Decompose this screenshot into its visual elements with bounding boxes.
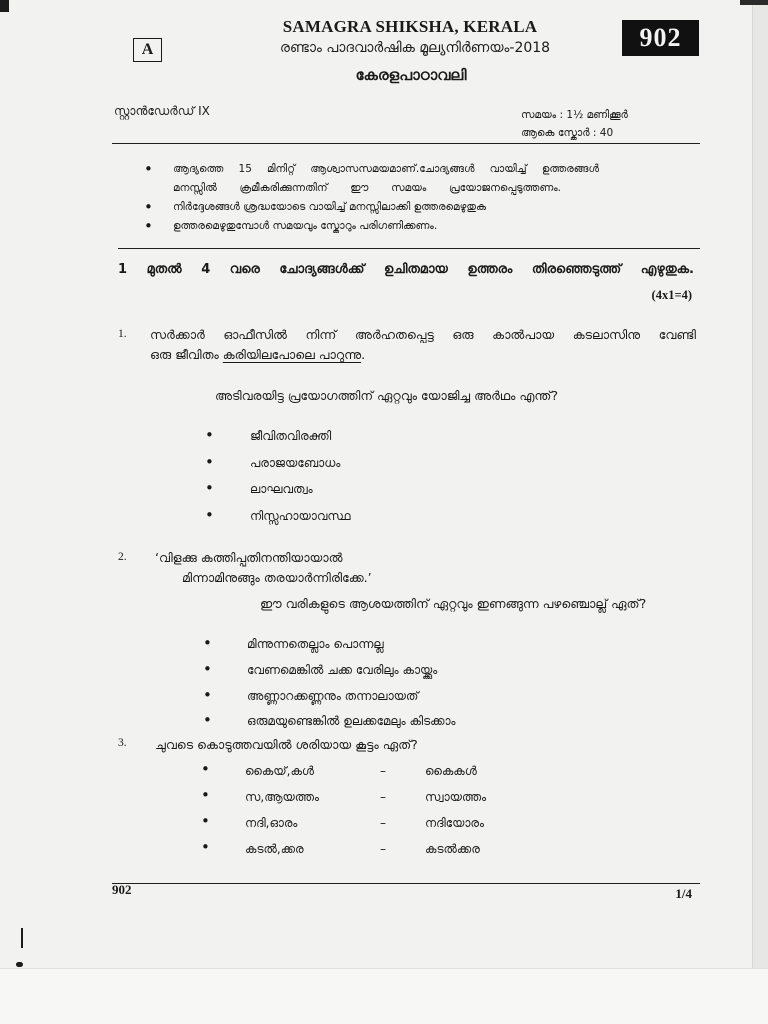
- bullet-icon: •: [144, 160, 153, 178]
- footer-paper-code: 902: [112, 882, 132, 897]
- scan-mark: [0, 0, 9, 12]
- bullet-icon: •: [205, 506, 214, 524]
- subject-title: കേരളപാഠാവലി: [355, 66, 467, 84]
- bullet-icon: •: [203, 686, 212, 704]
- scan-edge: [752, 0, 768, 1024]
- answer-option: വേണമെങ്കിൽ ചക്ക വേരിലും കായ്ക്കും: [247, 663, 438, 677]
- verse-line: ‘വിളക്കു കത്തിപ്പതിനന്തിയായാൽ: [155, 550, 343, 565]
- time-allowed: സമയം : 1½ മണിക്കൂർ: [521, 109, 628, 121]
- question-set-label: A: [133, 38, 162, 62]
- bullet-icon: •: [144, 198, 153, 216]
- footer-divider: [112, 883, 700, 884]
- page-number: 1/4: [675, 886, 692, 901]
- header-divider: [112, 143, 700, 144]
- scan-bottom-margin: [0, 968, 768, 1024]
- answer-option: നിസ്സഹായാവസ്ഥ: [250, 509, 351, 523]
- verse-line: മിന്നാമിനുങ്ങും തരയാർന്നിരിക്കേ.’: [182, 570, 372, 585]
- bullet-icon: •: [203, 711, 212, 729]
- option-parts: നദി,ഓരം: [245, 816, 298, 830]
- option-parts: കൈയ്,കൾ: [245, 764, 314, 778]
- option-parts: സ,ആയത്തം: [245, 790, 320, 804]
- bullet-icon: •: [201, 786, 210, 804]
- option-separator: –: [380, 764, 386, 778]
- option-joined: സ്വായത്തം: [425, 790, 487, 804]
- scan-mark: [740, 0, 768, 5]
- standard-label: സ്റ്റാൻഡേർഡ് IX: [114, 104, 210, 118]
- question-text-suffix: .: [361, 347, 366, 362]
- question-text-prefix: ഒരു ജീവിതം: [150, 347, 223, 362]
- answer-option: പരാജയബോധം: [250, 456, 341, 470]
- option-separator: –: [380, 790, 386, 804]
- instruction-item: ആദ്യത്തെ 15 മിനിറ്റ് ആശ്വാസസമയമാണ്.ചോദ്യങ്ങൾ വായിച്ച് ഉത്തരങ്ങൾ: [173, 163, 599, 175]
- instructions-divider: [118, 248, 700, 249]
- option-joined: കടൽക്കര: [425, 842, 480, 856]
- question-prompt: ഈ വരികളുടെ ആശയത്തിന് ഏറ്റവും ഇണങ്ങുന്ന പഴഞ്ചൊല്ല് ഏത്?: [260, 596, 647, 611]
- option-joined: കൈകൾ: [425, 764, 477, 778]
- section-marks: (4x1=4): [651, 288, 692, 302]
- section-instruction: 1 മുതൽ 4 വരെ ചോദ്യങ്ങൾക്ക് ഉചിതമായ ഉത്തരം തിരഞ്ഞെടുത്ത് എഴുതുക.: [118, 262, 694, 277]
- question-number: 3.: [118, 737, 127, 749]
- instruction-item: ഉത്തരമെഴുതുമ്പോൾ സമയവും സ്കോറും പരിഗണിക്കണം.: [173, 220, 438, 232]
- question-prompt: അടിവരയിട്ട പ്രയോഗത്തിന് ഏറ്റവും യോജിച്ച അർഥം എന്ത്?: [215, 388, 558, 403]
- scan-mark: [16, 962, 23, 967]
- answer-option: മിന്നുന്നതെല്ലാം പൊന്നല്ല: [247, 637, 384, 651]
- answer-option: ജീവിതവിരക്തി: [250, 429, 332, 443]
- option-separator: –: [380, 842, 386, 856]
- question-text: സർക്കാർ ഓഫീസിൽ നിന്ന് അർഹതപ്പെട്ട ഒരു കാൽപായ കടലാസിനു വേണ്ടി: [150, 327, 696, 342]
- option-separator: –: [380, 816, 386, 830]
- question-number: 2.: [118, 551, 127, 563]
- bullet-icon: •: [205, 479, 214, 497]
- underlined-phrase: കരിയിലപോലെ പാറുന്നു: [222, 347, 362, 362]
- bullet-icon: •: [201, 760, 210, 778]
- answer-option: അണ്ണാറക്കണ്ണനും തന്നാലായത്: [247, 689, 419, 703]
- bullet-icon: •: [203, 634, 212, 652]
- option-joined: നദിയോരം: [425, 816, 485, 830]
- bullet-icon: •: [205, 453, 214, 471]
- bullet-icon: •: [201, 838, 210, 856]
- answer-option: ഒരുമയുണ്ടെങ്കിൽ ഉലക്കമേലും കിടക്കാം: [247, 714, 456, 728]
- bullet-icon: •: [205, 426, 214, 444]
- answer-option: ലാഘവത്വം: [250, 482, 313, 496]
- bullet-icon: •: [144, 217, 153, 235]
- question-text-line2: [150, 347, 365, 363]
- question-number: 1.: [118, 328, 127, 340]
- bullet-icon: •: [203, 660, 212, 678]
- option-parts: കടൽ,ക്കര: [245, 842, 304, 856]
- bullet-icon: •: [201, 812, 210, 830]
- exam-title: രണ്ടാം പാദവാർഷിക മൂല്യനിർണയം-2018: [279, 40, 551, 56]
- scan-mark: [21, 928, 23, 948]
- total-score: ആകെ സ്കോർ : 40: [521, 127, 614, 139]
- question-prompt: ചുവടെ കൊടുത്തവയിൽ ശരിയായ കൂട്ടം ഏത്?: [155, 737, 418, 752]
- paper-code-badge: 902: [622, 20, 699, 56]
- organization-title: SAMAGRA SHIKSHA, KERALA: [282, 17, 538, 36]
- instruction-item: നിർദ്ദേശങ്ങൾ ശ്രദ്ധയോടെ വായിച്ച് മനസ്സിലാക്കി ഉത്തരമെഴുതുക: [173, 201, 487, 213]
- instruction-item-continued: മനസ്സിൽ ക്രമീകരിക്കുന്നതിന് ഈ സമയം പ്രയോജനപ്പെടുത്തണം.: [173, 182, 561, 194]
